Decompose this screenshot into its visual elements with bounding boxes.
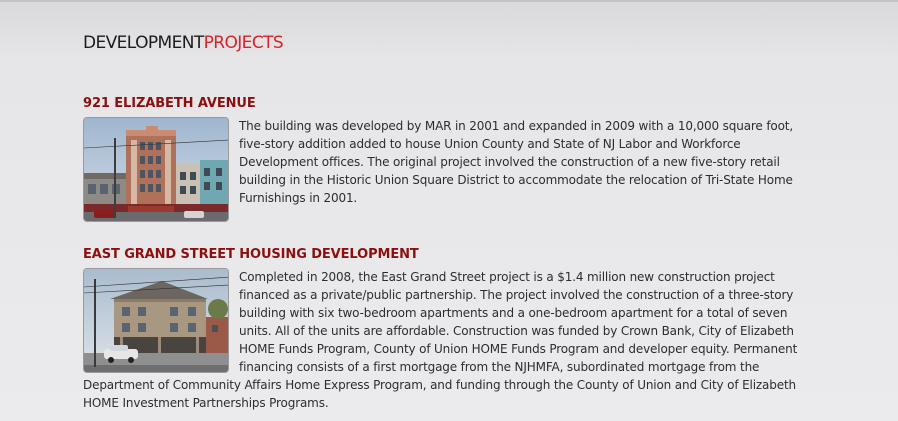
page-title-accent: PROJECTS bbox=[203, 33, 284, 53]
project-entry bbox=[83, 96, 803, 224]
project-body bbox=[83, 268, 803, 412]
project-description: The building was developed by MAR in 2001 and expanded in 2009 with a 10,000 square foot, five-story addition added to house Union County and State of NJ Labor and Workforce Development offices. The original project involved the construction of a new five-story retail building in the Historic Union Square District to accommodate the relocation of Tri-State Home Furnishings in 2001. bbox=[239, 119, 793, 205]
page-title-primary: DEVELOPMENT bbox=[83, 33, 204, 53]
top-divider bbox=[0, 0, 898, 2]
building-photo[interactable] bbox=[83, 117, 229, 222]
project-heading: EAST GRAND STREET HOUSING DEVELOPMENT bbox=[83, 247, 419, 262]
project-body bbox=[83, 117, 803, 224]
house-photo[interactable] bbox=[83, 268, 229, 373]
project-entry bbox=[83, 247, 803, 412]
project-description: Completed in 2008, the East Grand Street project is a $1.4 million new construction project financed as a private/public partnership. The project involved the construction of a three-story building with six two-bedroom apartments and a one-bedroom apartment for a total of seven units. All of the units are affordable. Construction was funded by Crown Bank, City of Elizabeth HOME Funds Program, County of Union HOME Funds Program and developer equity. Permanent financing consists of a first mortgage from the NJHMFA, subordinated mortgage from the Department of Community Affairs Home Express Program, and funding through the County of Union and City of Elizabeth HOME Investment Partnerships Programs. bbox=[83, 270, 798, 410]
project-heading: 921 ELIZABETH AVENUE bbox=[83, 96, 256, 111]
page-title bbox=[83, 33, 283, 53]
